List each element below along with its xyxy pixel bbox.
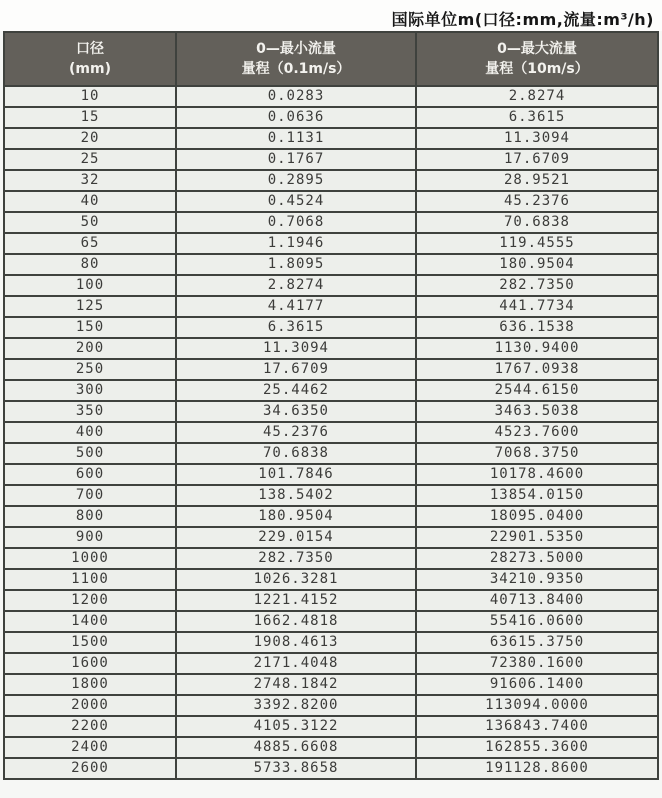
max-flow-cell: 40713.8400 <box>416 590 658 611</box>
diameter-cell: 400 <box>4 422 176 443</box>
min-flow-cell: 1.8095 <box>176 254 416 275</box>
min-flow-cell: 0.0636 <box>176 107 416 128</box>
table-row <box>4 548 658 569</box>
diameter-cell: 300 <box>4 380 176 401</box>
min-flow-cell: 25.4462 <box>176 380 416 401</box>
header-diameter <box>4 32 176 86</box>
table-row <box>4 569 658 590</box>
max-flow-cell: 636.1538 <box>416 317 658 338</box>
table-row <box>4 128 658 149</box>
table-row <box>4 737 658 758</box>
table-row <box>4 338 658 359</box>
max-flow-cell: 441.7734 <box>416 296 658 317</box>
max-flow-cell: 4523.7600 <box>416 422 658 443</box>
max-flow-cell: 119.4555 <box>416 233 658 254</box>
min-flow-cell: 4.4177 <box>176 296 416 317</box>
diameter-cell: 65 <box>4 233 176 254</box>
min-flow-cell: 70.6838 <box>176 443 416 464</box>
max-flow-cell: 22901.5350 <box>416 527 658 548</box>
max-flow-cell: 2.8274 <box>416 86 658 107</box>
min-flow-cell: 0.2895 <box>176 170 416 191</box>
table-row <box>4 191 658 212</box>
diameter-cell: 1100 <box>4 569 176 590</box>
table-row <box>4 233 658 254</box>
diameter-cell: 15 <box>4 107 176 128</box>
max-flow-cell: 7068.3750 <box>416 443 658 464</box>
table-row <box>4 380 658 401</box>
min-flow-cell: 17.6709 <box>176 359 416 380</box>
max-flow-cell: 91606.1400 <box>416 674 658 695</box>
min-flow-cell: 4885.6608 <box>176 737 416 758</box>
min-flow-cell: 1221.4152 <box>176 590 416 611</box>
table-row <box>4 212 658 233</box>
diameter-cell: 200 <box>4 338 176 359</box>
diameter-cell: 1600 <box>4 653 176 674</box>
min-flow-cell: 0.1131 <box>176 128 416 149</box>
max-flow-cell: 17.6709 <box>416 149 658 170</box>
unit-note-title: 国际单位m(口径:mm,流量:m³/h) <box>0 0 662 31</box>
table-row <box>4 254 658 275</box>
header-max-flow <box>416 32 658 86</box>
diameter-cell: 2600 <box>4 758 176 779</box>
table-row <box>4 716 658 737</box>
max-flow-cell: 70.6838 <box>416 212 658 233</box>
min-flow-cell: 34.6350 <box>176 401 416 422</box>
header-min-flow-line1: 0—最小流量 <box>256 41 336 57</box>
diameter-cell: 2000 <box>4 695 176 716</box>
min-flow-cell: 1026.3281 <box>176 569 416 590</box>
table-row <box>4 653 658 674</box>
max-flow-cell: 28273.5000 <box>416 548 658 569</box>
table-row <box>4 401 658 422</box>
max-flow-cell: 28.9521 <box>416 170 658 191</box>
table-row <box>4 590 658 611</box>
min-flow-cell: 0.4524 <box>176 191 416 212</box>
diameter-cell: 2400 <box>4 737 176 758</box>
max-flow-cell: 72380.1600 <box>416 653 658 674</box>
min-flow-cell: 3392.8200 <box>176 695 416 716</box>
table-body <box>4 86 658 779</box>
table-row <box>4 506 658 527</box>
diameter-cell: 250 <box>4 359 176 380</box>
table-row <box>4 695 658 716</box>
max-flow-cell: 11.3094 <box>416 128 658 149</box>
max-flow-cell: 45.2376 <box>416 191 658 212</box>
table-row <box>4 275 658 296</box>
header-diameter-line2: (mm) <box>69 60 111 77</box>
diameter-cell: 20 <box>4 128 176 149</box>
diameter-cell: 25 <box>4 149 176 170</box>
header-max-flow-line2: 量程（10m/s） <box>485 60 589 77</box>
table-row <box>4 464 658 485</box>
table-row <box>4 422 658 443</box>
max-flow-cell: 63615.3750 <box>416 632 658 653</box>
table-row <box>4 317 658 338</box>
diameter-cell: 150 <box>4 317 176 338</box>
min-flow-cell: 0.0283 <box>176 86 416 107</box>
diameter-cell: 800 <box>4 506 176 527</box>
min-flow-cell: 180.9504 <box>176 506 416 527</box>
diameter-cell: 500 <box>4 443 176 464</box>
max-flow-cell: 10178.4600 <box>416 464 658 485</box>
table-row <box>4 86 658 107</box>
table-header <box>4 32 658 86</box>
diameter-cell: 700 <box>4 485 176 506</box>
table-row <box>4 758 658 779</box>
diameter-cell: 1400 <box>4 611 176 632</box>
header-max-flow-line1: 0—最大流量 <box>497 41 577 57</box>
table-row <box>4 149 658 170</box>
diameter-cell: 2200 <box>4 716 176 737</box>
diameter-cell: 80 <box>4 254 176 275</box>
diameter-cell: 1500 <box>4 632 176 653</box>
table-row <box>4 632 658 653</box>
diameter-cell: 1200 <box>4 590 176 611</box>
table-row <box>4 485 658 506</box>
min-flow-cell: 2171.4048 <box>176 653 416 674</box>
max-flow-cell: 6.3615 <box>416 107 658 128</box>
diameter-cell: 100 <box>4 275 176 296</box>
diameter-cell: 900 <box>4 527 176 548</box>
max-flow-cell: 55416.0600 <box>416 611 658 632</box>
table-row <box>4 296 658 317</box>
flow-range-table <box>3 31 659 780</box>
min-flow-cell: 2748.1842 <box>176 674 416 695</box>
min-flow-cell: 0.7068 <box>176 212 416 233</box>
diameter-cell: 125 <box>4 296 176 317</box>
min-flow-cell: 45.2376 <box>176 422 416 443</box>
diameter-cell: 600 <box>4 464 176 485</box>
min-flow-cell: 282.7350 <box>176 548 416 569</box>
diameter-cell: 32 <box>4 170 176 191</box>
table-row <box>4 527 658 548</box>
max-flow-cell: 162855.3600 <box>416 737 658 758</box>
diameter-cell: 1800 <box>4 674 176 695</box>
table-row <box>4 611 658 632</box>
max-flow-cell: 3463.5038 <box>416 401 658 422</box>
min-flow-cell: 11.3094 <box>176 338 416 359</box>
diameter-cell: 350 <box>4 401 176 422</box>
max-flow-cell: 113094.0000 <box>416 695 658 716</box>
max-flow-cell: 180.9504 <box>416 254 658 275</box>
max-flow-cell: 1767.0938 <box>416 359 658 380</box>
min-flow-cell: 1.1946 <box>176 233 416 254</box>
header-min-flow <box>176 32 416 86</box>
min-flow-cell: 0.1767 <box>176 149 416 170</box>
header-row <box>4 32 658 86</box>
max-flow-cell: 18095.0400 <box>416 506 658 527</box>
max-flow-cell: 282.7350 <box>416 275 658 296</box>
table-row <box>4 170 658 191</box>
max-flow-cell: 136843.7400 <box>416 716 658 737</box>
table-row <box>4 359 658 380</box>
diameter-cell: 40 <box>4 191 176 212</box>
max-flow-cell: 2544.6150 <box>416 380 658 401</box>
min-flow-cell: 4105.3122 <box>176 716 416 737</box>
min-flow-cell: 5733.8658 <box>176 758 416 779</box>
min-flow-cell: 1908.4613 <box>176 632 416 653</box>
diameter-cell: 50 <box>4 212 176 233</box>
header-diameter-line1: 口径 <box>76 41 104 57</box>
min-flow-cell: 138.5402 <box>176 485 416 506</box>
diameter-cell: 10 <box>4 86 176 107</box>
min-flow-cell: 2.8274 <box>176 275 416 296</box>
table-row <box>4 674 658 695</box>
max-flow-cell: 34210.9350 <box>416 569 658 590</box>
min-flow-cell: 101.7846 <box>176 464 416 485</box>
max-flow-cell: 191128.8600 <box>416 758 658 779</box>
max-flow-cell: 1130.9400 <box>416 338 658 359</box>
min-flow-cell: 1662.4818 <box>176 611 416 632</box>
max-flow-cell: 13854.0150 <box>416 485 658 506</box>
table-row <box>4 443 658 464</box>
table-row <box>4 107 658 128</box>
diameter-cell: 1000 <box>4 548 176 569</box>
header-min-flow-line2: 量程（0.1m/s） <box>241 60 351 77</box>
min-flow-cell: 229.0154 <box>176 527 416 548</box>
min-flow-cell: 6.3615 <box>176 317 416 338</box>
